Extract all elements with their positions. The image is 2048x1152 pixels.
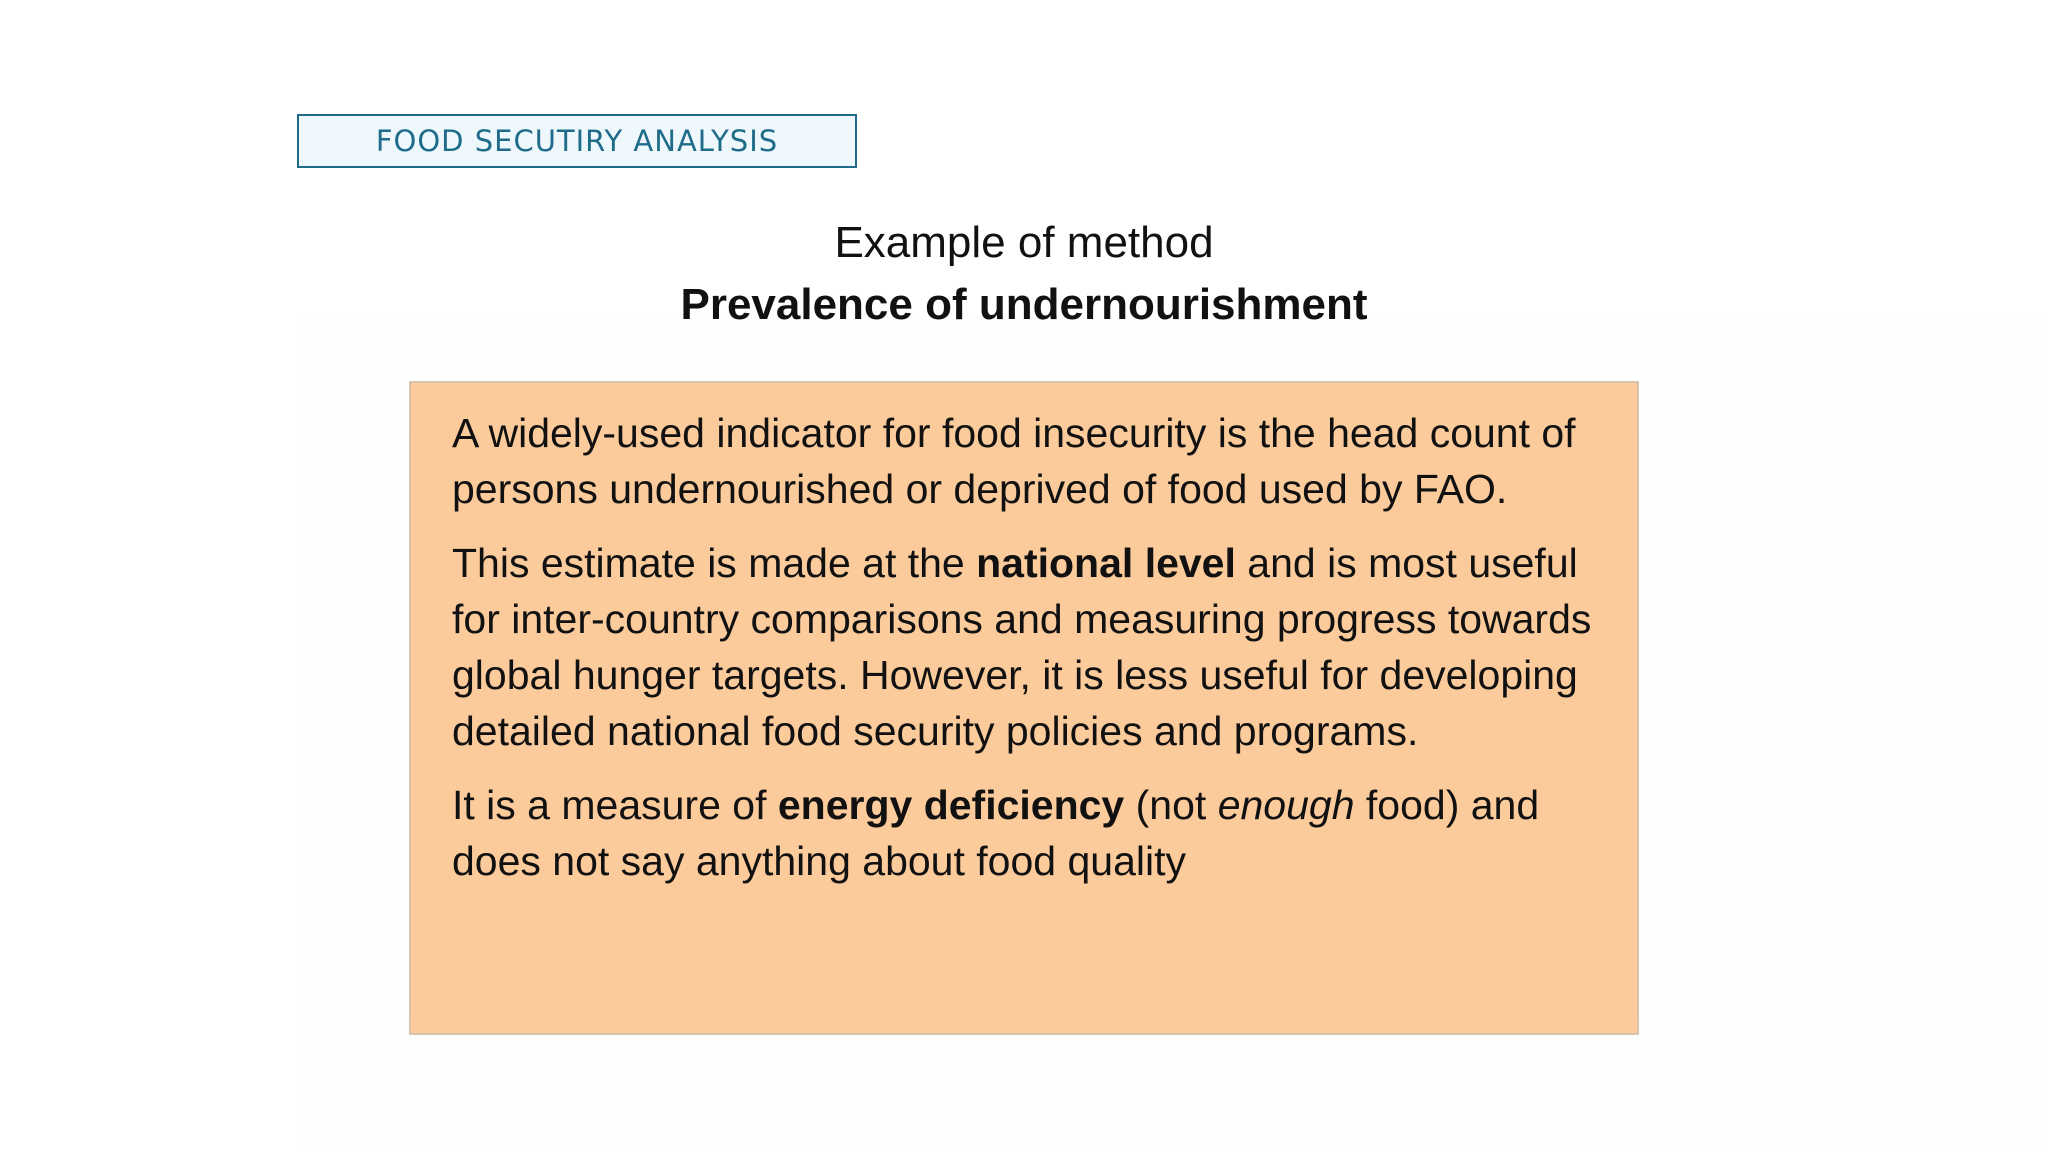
paragraph3-after: food) and does not say anything about food quality xyxy=(452,782,1540,884)
slide-subtitle: Example of method xyxy=(834,218,1214,267)
paragraph2-after: and is most useful for inter-country comparisons and measuring progress towards global hunger targets. However, it is less useful for developing detailed national food security policies and programs. xyxy=(452,540,1592,754)
paragraph-indicator: A widely-used indicator for food insecurity is the head count of persons undernourished or deprived of food used by FAO. xyxy=(452,410,1576,512)
paragraph3-middle: (not xyxy=(1124,782,1218,828)
section-tag xyxy=(297,114,857,168)
paragraph3-bold: energy deficiency xyxy=(777,782,1125,828)
slide-title: Prevalence of undernourishment xyxy=(680,280,1368,329)
paragraph-national-level xyxy=(452,535,1597,759)
paragraph-energy-deficiency xyxy=(452,777,1597,889)
paragraph2-before: This estimate is made at the xyxy=(452,540,977,586)
content-box xyxy=(409,381,1639,1035)
paragraph2-bold: national level xyxy=(976,540,1236,586)
paragraph3-italic: enough xyxy=(1217,782,1355,828)
paragraph3-before: It is a measure of xyxy=(452,782,778,828)
title-block xyxy=(0,212,2048,336)
section-tag-label: FOOD SECUTIRY ANALYSIS xyxy=(375,124,779,158)
